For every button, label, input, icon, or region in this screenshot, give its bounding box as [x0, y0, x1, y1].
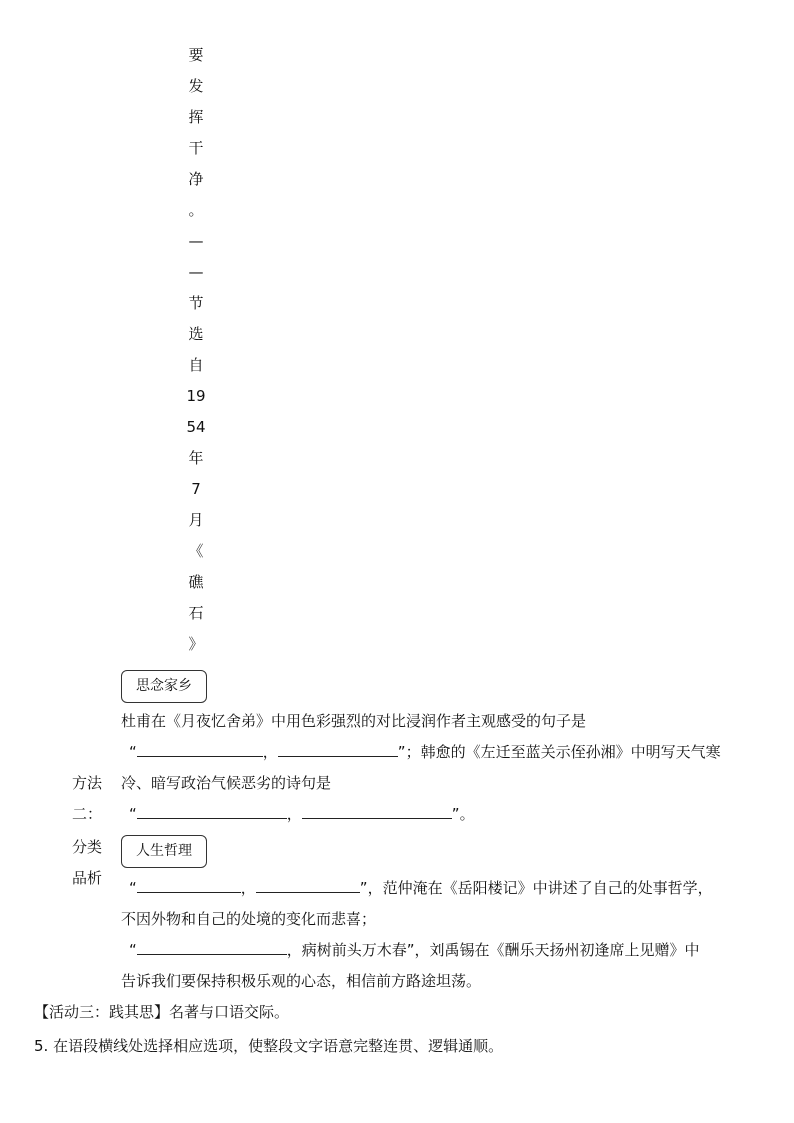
method-label-4: 品析	[72, 869, 103, 887]
paragraph-line-5	[129, 873, 713, 904]
line-tail: ，病树前头万木春”，刘禹锡在《酬乐天扬州初逢席上见赠》中	[286, 941, 700, 959]
vertical-char: 月	[188, 511, 204, 529]
vertical-char: 54	[186, 418, 206, 436]
vertical-char: 。	[188, 201, 204, 219]
paragraph-line-1: 杜甫在《月夜忆舍弟》中用色彩强烈的对比浸润作者主观感受的句子是	[121, 712, 587, 730]
vertical-char: —	[188, 232, 204, 250]
vertical-char: 发	[188, 77, 204, 95]
method-label-1: 方法	[72, 774, 103, 792]
quote-open: “	[129, 743, 137, 761]
paragraph-line-4	[129, 799, 475, 830]
method-label-3: 分类	[72, 838, 103, 856]
vertical-text-column	[183, 40, 209, 660]
vertical-char: 选	[188, 325, 204, 343]
paragraph-line-2	[129, 737, 721, 768]
comma: ，	[262, 743, 278, 761]
blank-6[interactable]	[256, 876, 360, 893]
paragraph-line-7	[129, 935, 700, 966]
blank-4[interactable]	[302, 802, 452, 819]
section-box-philosophy: 人生哲理	[121, 835, 207, 868]
blank-2[interactable]	[278, 740, 398, 757]
vertical-char: —	[188, 263, 204, 281]
blank-7[interactable]	[137, 938, 287, 955]
activity-heading: 【活动三：践其思】名著与口语交际。	[34, 1003, 290, 1021]
line-tail: ”，范仲淹在《岳阳楼记》中讲述了自己的处事哲学，	[359, 879, 713, 897]
blank-5[interactable]	[137, 876, 241, 893]
line-tail: ”；韩愈的《左迁至蓝关示侄孙湘》中明写天气寒	[397, 743, 721, 761]
quote-open: “	[129, 879, 137, 897]
vertical-char: 《	[188, 542, 204, 560]
blank-1[interactable]	[137, 740, 263, 757]
vertical-char: 节	[188, 294, 204, 312]
method-label-2: 二：	[72, 805, 103, 823]
comma: ，	[240, 879, 256, 897]
quote-open: “	[129, 805, 137, 823]
vertical-char: 7	[191, 480, 201, 498]
vertical-char: 19	[186, 387, 206, 405]
vertical-char: 要	[188, 46, 204, 64]
vertical-char: 干	[188, 139, 204, 157]
paragraph-line-8: 告诉我们要保持积极乐观的心态，相信前方路途坦荡。	[121, 972, 482, 990]
blank-3[interactable]	[137, 802, 287, 819]
quote-open: “	[129, 941, 137, 959]
vertical-char: 》	[188, 635, 204, 653]
vertical-char: 挥	[188, 108, 204, 126]
vertical-char: 石	[188, 604, 204, 622]
line-tail: ”。	[451, 805, 475, 823]
vertical-char: 自	[188, 356, 204, 374]
paragraph-line-3: 冷、暗写政治气候恶劣的诗句是	[121, 774, 332, 792]
vertical-char: 年	[188, 449, 204, 467]
vertical-char: 净	[188, 170, 204, 188]
paragraph-line-6: 不因外物和自己的处境的变化而悲喜；	[121, 910, 377, 928]
section-box-homesick: 思念家乡	[121, 670, 207, 703]
vertical-char: 礁	[188, 573, 204, 591]
question-5: 5. 在语段横线处选择相应选项，使整段文字语意完整连贯、逻辑通顺。	[34, 1037, 504, 1055]
comma: ，	[286, 805, 302, 823]
